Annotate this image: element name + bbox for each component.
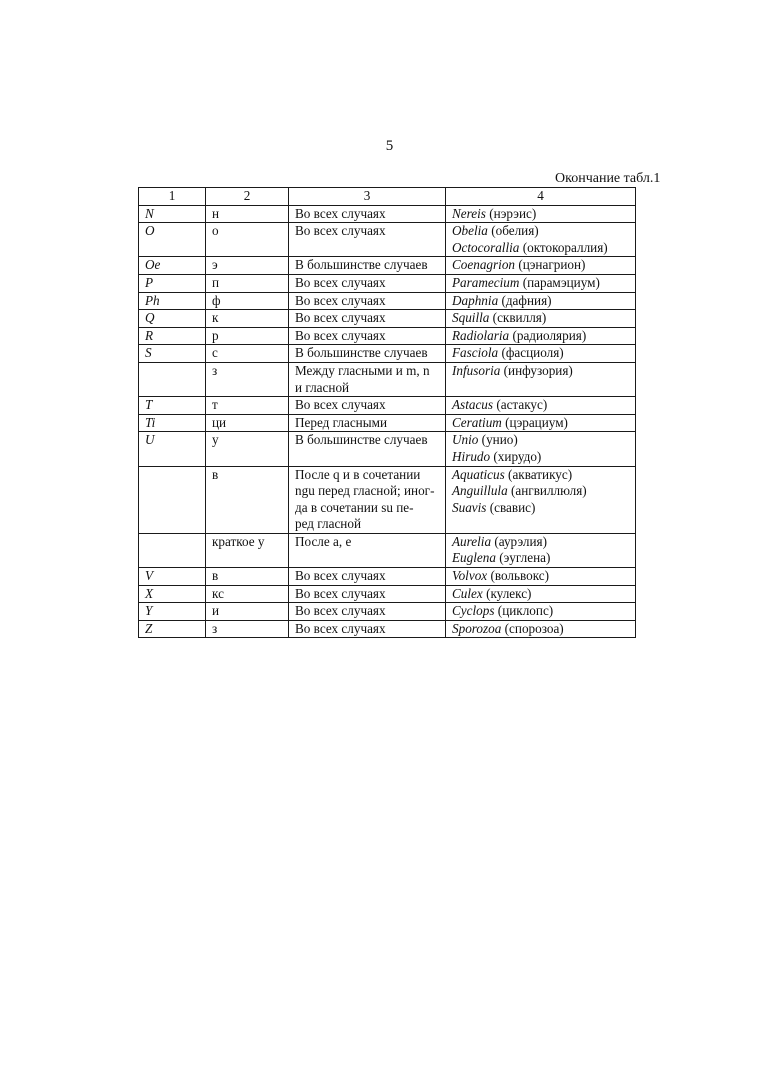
table-row [139,292,636,310]
latin-term: Euglena [452,550,496,566]
usage-rule-line: Перед гласными [295,414,388,430]
example-cell [446,466,636,533]
example-line [452,603,631,620]
usage-rule-cell [289,310,446,328]
pronunciation-cell: и [206,603,289,621]
latin-letter-cell: P [139,274,206,292]
pronunciation-cell: к [206,310,289,328]
russian-transcription: (инфузория) [500,362,573,378]
usage-rule-line: Во всех случаях [295,292,386,308]
example-line [452,223,631,240]
example-cell [446,620,636,638]
table-row [139,568,636,586]
table-row [139,466,636,533]
russian-transcription: (цэрациум) [501,414,568,430]
pronunciation-cell: з [206,620,289,638]
pronunciation-cell: п [206,274,289,292]
example-cell [446,397,636,415]
usage-rule-cell [289,292,446,310]
example-line [452,449,631,466]
usage-rule-cell [289,327,446,345]
usage-rule-line: В большинстве случаев [295,432,428,448]
usage-rule-cell [289,533,446,567]
pronunciation-cell: ф [206,292,289,310]
russian-transcription: (радиолярия) [509,327,587,343]
example-line [452,534,631,551]
latin-term: Octocorallia [452,239,520,255]
usage-rule-line: Во всех случаях [295,397,386,413]
example-line [452,206,631,223]
usage-rule-line: После q и в сочетании [295,466,421,482]
example-cell [446,223,636,257]
usage-rule-line: Во всех случаях [295,327,386,343]
russian-transcription: (спорозоа) [501,620,564,636]
pronunciation-cell: н [206,205,289,223]
russian-transcription: (вольвокс) [487,568,550,584]
latin-term: Ceratium [452,414,502,430]
pronunciation-cell: т [206,397,289,415]
latin-letter-cell: Q [139,310,206,328]
pronunciation-cell: кс [206,585,289,603]
usage-rule-line: Во всех случаях [295,274,386,290]
latin-pronunciation-table [138,187,636,638]
usage-rule-cell [289,205,446,223]
example-line [452,310,631,327]
table-row [139,362,636,396]
table-row [139,585,636,603]
russian-transcription: (дафния) [498,292,552,308]
russian-transcription: (октокораллия) [519,239,608,255]
usage-rule-line: В большинстве случаев [295,345,428,361]
example-line [452,568,631,585]
example-line [452,240,631,257]
latin-letter-cell: O [139,223,206,257]
usage-rule-line: После a, e [295,533,352,549]
example-line [452,500,631,517]
latin-term: Fasciola [452,345,499,361]
pronunciation-cell: в [206,568,289,586]
russian-transcription: (ангвиллюля) [507,483,587,499]
example-line [452,550,631,567]
latin-letter-cell: Y [139,603,206,621]
table-row [139,205,636,223]
latin-letter-cell: Ti [139,414,206,432]
usage-rule-cell [289,568,446,586]
example-line [452,586,631,603]
russian-transcription: (кулекс) [482,585,532,601]
latin-term: Paramecium [452,274,520,290]
example-cell [446,568,636,586]
usage-rule-line: В большинстве случаев [295,257,428,273]
table-row [139,397,636,415]
example-line [452,275,631,292]
usage-rule-line: и гласной [295,379,350,395]
latin-term: Hirudo [452,448,491,464]
latin-term: Radiolaria [452,327,510,343]
russian-transcription: (цэнагрион) [515,257,586,273]
usage-rule-line: Во всех случаях [295,603,386,619]
russian-transcription: (хирудо) [490,448,542,464]
usage-rule-cell [289,585,446,603]
example-line [452,432,631,449]
latin-term: Squilla [452,310,490,326]
latin-term: Anguillula [452,483,508,499]
russian-transcription: (акватикус) [504,466,573,482]
example-line [452,257,631,274]
example-cell [446,432,636,466]
column-header-1: 1 [139,188,206,206]
latin-letter-cell [139,466,206,533]
table-row [139,327,636,345]
example-cell [446,205,636,223]
latin-letter-cell: Ph [139,292,206,310]
usage-rule-cell [289,414,446,432]
latin-term: Suavis [452,499,487,515]
latin-letter-cell: V [139,568,206,586]
latin-letter-cell [139,362,206,396]
usage-rule-cell [289,466,446,533]
usage-rule-line: ред гласной [295,516,362,532]
russian-transcription: (фасциоля) [498,345,564,361]
table-row [139,432,636,466]
usage-rule-line: Во всех случаях [295,568,386,584]
example-line [452,293,631,310]
pronunciation-cell: у [206,432,289,466]
russian-transcription: (астакус) [493,397,548,413]
example-cell [446,585,636,603]
russian-transcription: (свавис) [486,499,536,515]
table-header-row [139,188,636,206]
example-cell [446,362,636,396]
table-row [139,345,636,363]
latin-term: Nereis [452,205,486,221]
russian-transcription: (сквилля) [489,310,547,326]
example-cell [446,257,636,275]
page-number: 5 [385,138,394,154]
example-line [452,483,631,500]
example-line [452,345,631,362]
pronunciation-cell: з [206,362,289,396]
example-cell [446,414,636,432]
column-header-4: 4 [446,188,636,206]
pronunciation-cell: о [206,223,289,257]
russian-transcription: (нэрэис) [485,205,537,221]
example-line [452,621,631,638]
latin-letter-cell [139,533,206,567]
example-line [452,467,631,484]
example-cell [446,292,636,310]
pronunciation-cell: э [206,257,289,275]
table-row [139,414,636,432]
usage-rule-cell [289,397,446,415]
usage-rule-cell [289,432,446,466]
latin-term: Coenagrion [452,257,516,273]
usage-rule-cell [289,345,446,363]
pronunciation-cell: краткое у [206,533,289,567]
table-body [139,205,636,638]
latin-letter-cell: X [139,585,206,603]
example-cell [446,310,636,328]
latin-letter-cell: Z [139,620,206,638]
latin-term: Astacus [452,397,494,413]
table-row [139,533,636,567]
usage-rule-cell [289,620,446,638]
latin-letter-cell: S [139,345,206,363]
table-row [139,257,636,275]
example-cell [446,274,636,292]
usage-rule-cell [289,362,446,396]
table-row [139,603,636,621]
russian-transcription: (аурэлия) [491,533,547,549]
table-row [139,620,636,638]
russian-transcription: (унио) [478,432,518,448]
example-line [452,328,631,345]
example-line [452,363,631,380]
table-row [139,274,636,292]
latin-letter-cell: U [139,432,206,466]
table-row [139,310,636,328]
latin-term: Aurelia [452,533,492,549]
example-line [452,397,631,414]
latin-term: Daphnia [452,292,499,308]
example-cell [446,533,636,567]
russian-transcription: (парамэциум) [519,274,600,290]
pronunciation-cell: в [206,466,289,533]
example-cell [446,327,636,345]
pronunciation-cell: ци [206,414,289,432]
usage-rule-cell [289,257,446,275]
usage-rule-cell [289,274,446,292]
latin-term: Aquaticus [452,466,505,482]
latin-letter-cell: R [139,327,206,345]
latin-letter-cell: N [139,205,206,223]
usage-rule-line: Во всех случаях [295,205,386,221]
pronunciation-cell: р [206,327,289,345]
latin-letter-cell: Oe [139,257,206,275]
usage-rule-line: Во всех случаях [295,310,386,326]
latin-term: Infusoria [452,362,501,378]
table-row [139,223,636,257]
latin-term: Cyclops [452,603,495,619]
latin-term: Sporozoa [452,620,502,636]
usage-rule-line: Во всех случаях [295,620,386,636]
usage-rule-line: ngu перед гласной; иног- [295,483,435,499]
russian-transcription: (эуглена) [495,550,551,566]
example-cell [446,603,636,621]
latin-letter-cell: T [139,397,206,415]
example-line [452,415,631,432]
example-cell [446,345,636,363]
usage-rule-cell [289,603,446,621]
latin-term: Unio [452,432,479,448]
table-caption: Окончание табл.1 [555,171,661,186]
latin-term: Obelia [452,223,488,239]
usage-rule-line: Во всех случаях [295,223,386,239]
column-header-2: 2 [206,188,289,206]
latin-term: Culex [452,585,483,601]
usage-rule-line: да в сочетании su пе- [295,499,414,515]
russian-transcription: (циклопс) [494,603,554,619]
latin-term: Volvox [452,568,488,584]
pronunciation-cell: с [206,345,289,363]
column-header-3: 3 [289,188,446,206]
usage-rule-cell [289,223,446,257]
usage-rule-line: Во всех случаях [295,585,386,601]
russian-transcription: (обелия) [487,223,539,239]
usage-rule-line: Между гласными и m, n [295,362,430,378]
